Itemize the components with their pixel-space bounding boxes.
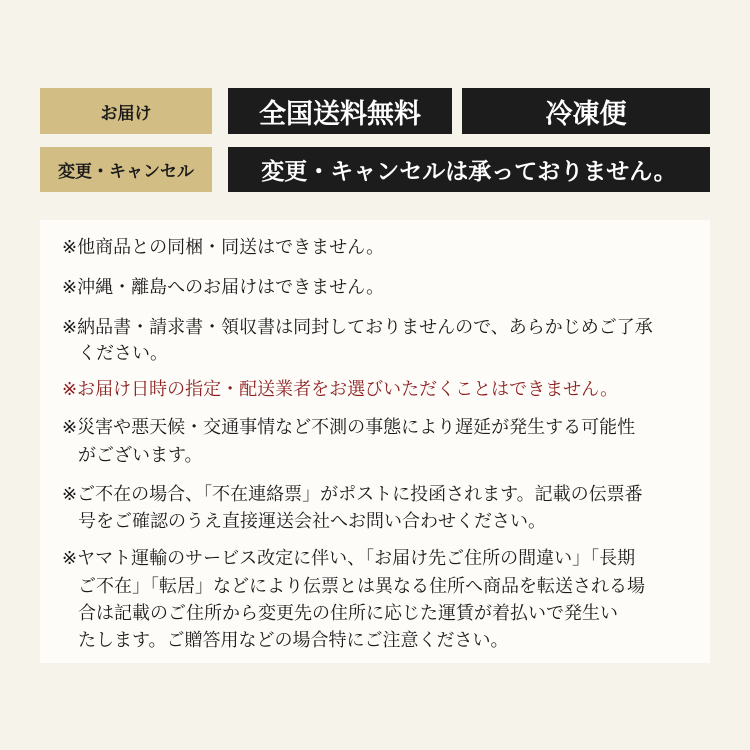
free-shipping-badge: 全国送料無料 bbox=[228, 88, 452, 134]
notes-panel bbox=[40, 220, 710, 663]
note-line: たします。ご贈答用などの場合特にご注意ください。 bbox=[78, 630, 509, 651]
note-line-warning: ※お届け日時の指定・配送業者をお選びいただくことはできません。 bbox=[62, 379, 619, 400]
note-line: ※納品書・請求書・領収書は同封しておりませんので、あらかじめご了承 bbox=[62, 317, 653, 338]
note-line: 合は記載のご住所から変更先の住所に応じた運賃が着払いで発生い bbox=[78, 603, 618, 624]
note-line: ※ご不在の場合、「不在連絡票」がポストに投函されます。記載の伝票番 bbox=[62, 484, 643, 505]
note-line: ※ヤマト運輸のサービス改定に伴い、「お届け先ご住所の間違い」「長期 bbox=[62, 548, 636, 569]
note-line: がございます。 bbox=[78, 445, 203, 466]
note-line: ください。 bbox=[78, 343, 168, 364]
change-cancel-notice: 変更・キャンセルは承っておりません。 bbox=[228, 147, 710, 192]
note-line: ご不在」「転居」などにより伝票とは異なる住所へ商品を転送される場 bbox=[78, 576, 645, 597]
note-line: ※他商品との同梱・同送はできません。 bbox=[62, 237, 385, 258]
change-cancel-label: 変更・キャンセル bbox=[40, 147, 212, 192]
note-line: ※沖縄・離島へのお届けはできません。 bbox=[62, 277, 385, 298]
delivery-label: お届け bbox=[40, 88, 212, 134]
note-line: ※災害や悪天候・交通事情など不測の事態により遅延が発生する可能性 bbox=[62, 417, 636, 438]
note-line: 号をご確認のうえ直接運送会社へお問い合わせください。 bbox=[78, 511, 546, 532]
frozen-delivery-badge: 冷凍便 bbox=[462, 88, 710, 134]
